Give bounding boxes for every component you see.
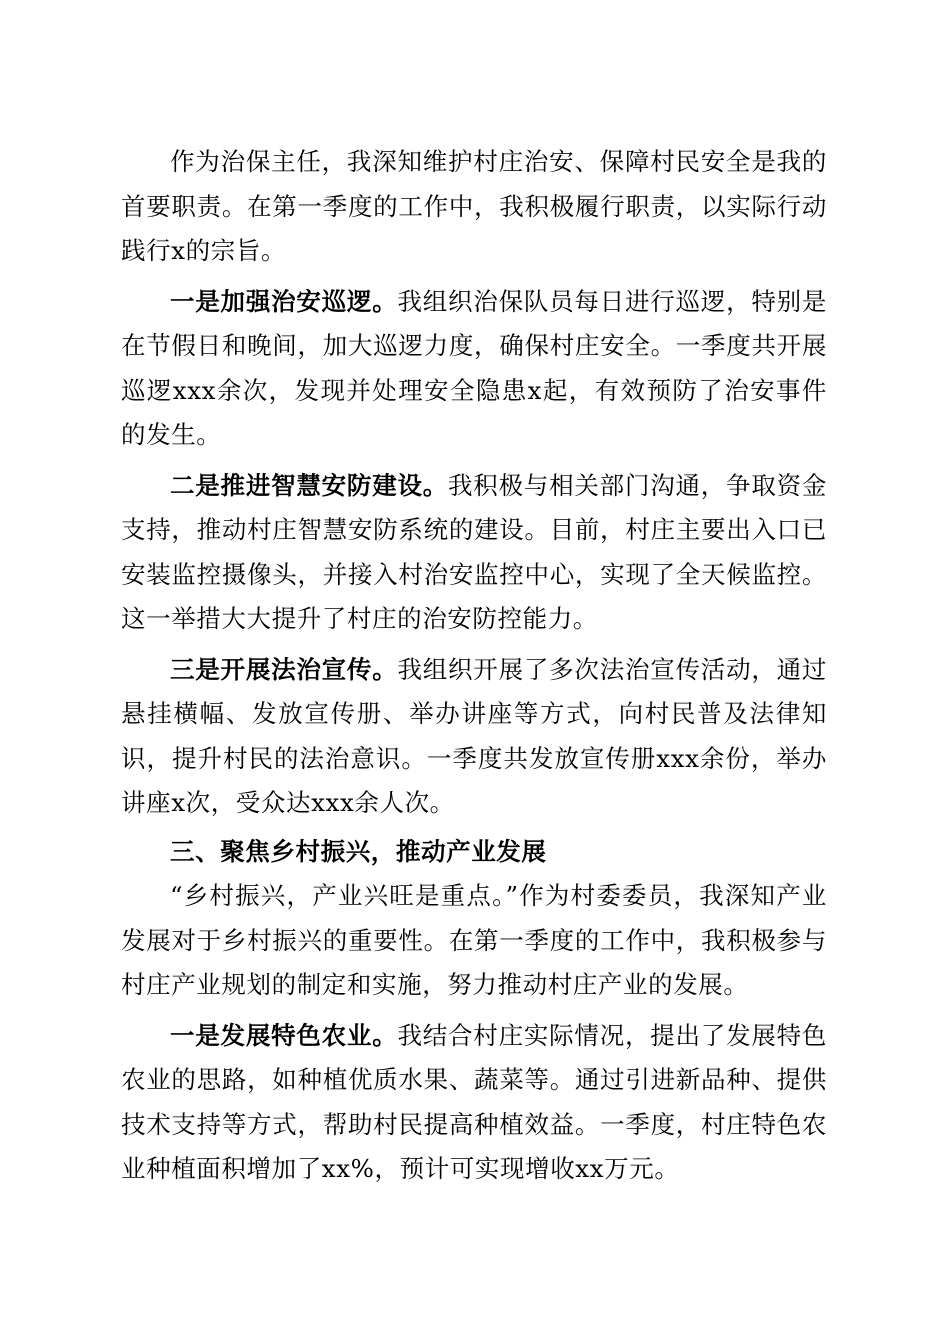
paragraph-lead: 二是推进智慧安防建设。 (170, 470, 449, 500)
paragraph-text: 作为治保主任，我深知维护村庄治安、保障村民安全是我的首要职责。在第一季度的工作中，我积极履行职责，以实际行动践行x的宗旨。 (121, 147, 827, 265)
paragraph-patrol (121, 280, 827, 458)
document-page (121, 140, 827, 1192)
paragraph-text: 我组织治保队员每日进行巡逻，特别是在节假日和晚间，加大巡逻力度，确保村庄安全。一季度共开展巡逻xxx余次，发现并处理安全隐患x起，有效预防了治安事件的发生。 (121, 286, 827, 449)
paragraph-text: 我组织开展了多次法治宣传活动，通过悬挂横幅、发放宣传册、举办讲座等方式，向村民普及法律知识，提升村民的法治意识。一季度共发放宣传册xxx余份，举办讲座x次，受众达xxx余人次。 (121, 654, 827, 817)
section-heading: 三、聚焦乡村振兴，推动产业发展 (170, 836, 547, 866)
paragraph-agriculture (121, 1014, 827, 1192)
paragraph-duty-intro (121, 140, 827, 274)
paragraph-text: 我结合村庄实际情况，提出了发展特色农业的思路，如种植优质水果、蔬菜等。通过引进新品种、提供技术支持等方式，帮助村民提高种植效益。一季度，村庄特色农业种植面积增加了xx%，预计可实现增收xx万元。 (121, 1020, 827, 1183)
paragraph-industry-intro (121, 874, 827, 1008)
paragraph-lead: 一是发展特色农业。 (170, 1020, 398, 1050)
paragraph-text: “乡村振兴，产业兴旺是重点。”作为村委委员，我深知产业发展对于乡村振兴的重要性。在第一季度的工作中，我积极参与村庄产业规划的制定和实施，努力推动村庄产业的发展。 (121, 881, 827, 999)
paragraph-lead: 三是开展法治宣传。 (170, 654, 398, 684)
paragraph-lead: 一是加强治安巡逻。 (170, 286, 398, 316)
paragraph-text: 我积极与相关部门沟通，争取资金支持，推动村庄智慧安防系统的建设。目前，村庄主要出入口已安装监控摄像头，并接入村治安监控中心，实现了全天候监控。这一举措大大提升了村庄的治安防控能力。 (121, 470, 827, 633)
paragraph-smart-security (121, 464, 827, 642)
paragraph-legal-publicity (121, 648, 827, 826)
